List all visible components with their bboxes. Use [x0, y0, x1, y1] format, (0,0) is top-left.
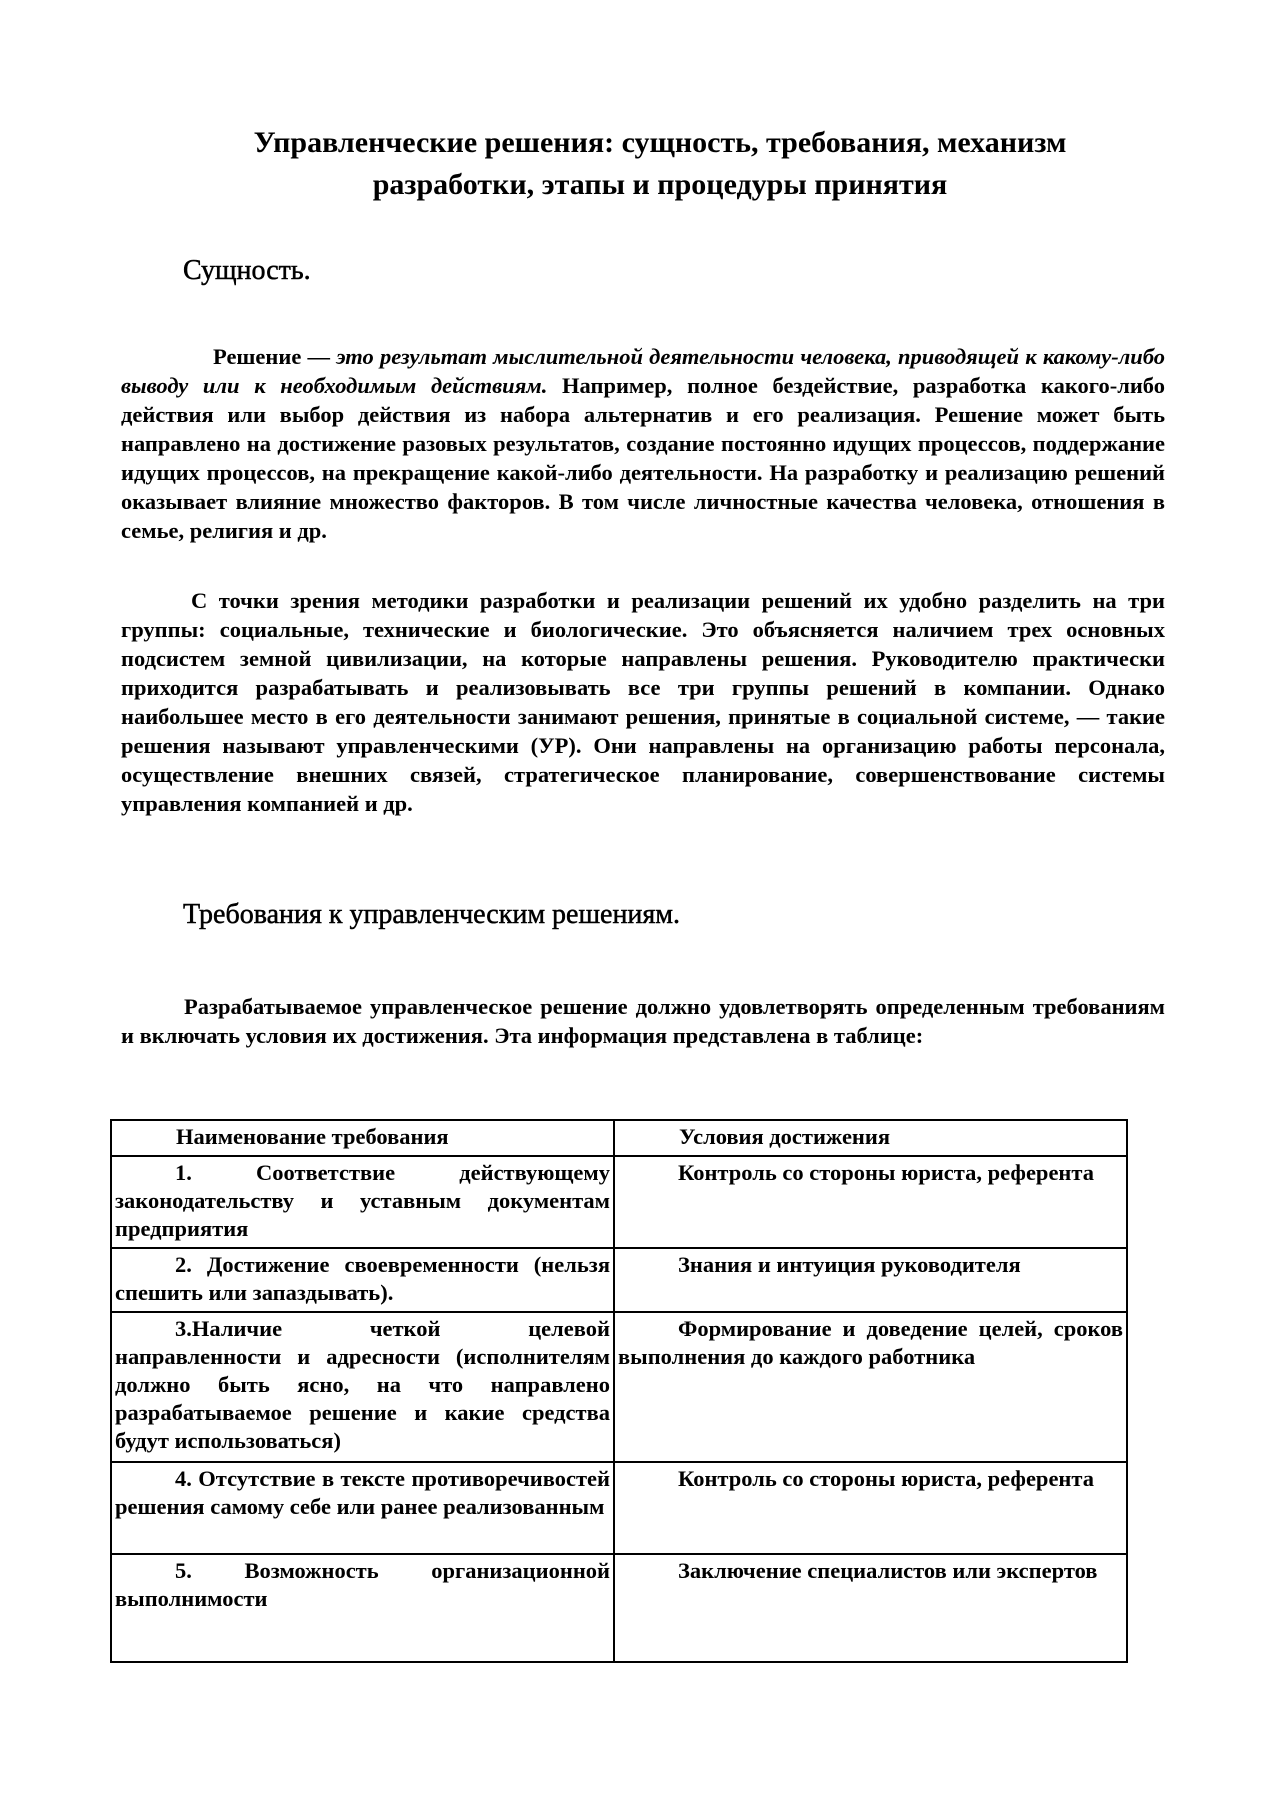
condition-text: Контроль со стороны юриста, референта — [678, 1160, 1094, 1185]
table-cell-condition — [614, 1248, 1127, 1312]
requirement-text: 2. Достижение своевременности (нельзя спешить или запаздывать). — [115, 1252, 610, 1305]
table-header-condition: Условия достижения — [614, 1120, 1127, 1156]
requirement-text: 3.Наличие четкой целевой направленности и адресности (исполнителям должно быть ясно, на что направлено разрабатываемое решение и какие средства будут использоваться) — [115, 1316, 610, 1453]
table-header-row — [111, 1120, 1127, 1156]
table-row — [111, 1312, 1127, 1462]
table-cell-condition — [614, 1156, 1127, 1248]
condition-text: Заключение специалистов или экспертов — [678, 1558, 1098, 1583]
table-row — [111, 1156, 1127, 1248]
paragraph-decision-groups-text: С точки зрения методики разработки и реализации решений их удобно разделить на три группы: социальные, технические и биологические. Это объясняется наличием трех основных подсистем земной цивилизации, на которые направлены решения. Руководителю практически приходится разрабатывать и реализовывать все три группы решений в компании. Однако наибольшее место в его деятельности занимают решения, принятые в социальной системе, — такие решения называют управленческими (УР). Они направлены на организацию работы персонала, осуществление внешних связей, стратегическое планирование, совершенствование системы управления компанией и др. — [121, 588, 1165, 816]
requirement-text: 4. Отсутствие в тексте противоречивостей решения самому себе или ранее реализованным — [115, 1466, 610, 1519]
section-heading-essence: Сущность. — [183, 255, 311, 286]
title-line-1: Управленческие решения: сущность, требования, механизм — [253, 126, 1067, 159]
table-cell-requirement — [111, 1312, 614, 1462]
condition-text: Формирование и доведение целей, сроков выполнения до каждого работника — [618, 1316, 1123, 1369]
paragraph-requirements-intro — [121, 992, 1165, 1050]
condition-text: Знания и интуиция руководителя — [678, 1252, 1021, 1277]
condition-text: Контроль со стороны юриста, референта — [678, 1466, 1094, 1491]
definition-term: Решение — — [213, 344, 337, 369]
paragraph-decision-groups — [121, 586, 1165, 818]
requirement-text: 5. Возможность организационной выполнимости — [115, 1558, 610, 1611]
table-cell-requirement — [111, 1554, 614, 1662]
table-cell-condition — [614, 1462, 1127, 1554]
requirement-text: 1. Соответствие действующему законодательству и уставным документам предприятия — [115, 1160, 610, 1241]
definition-text: это результат мыслительной деятельности человека, приводящей к какому-либо выводу или к необходимым действиям. — [121, 344, 1165, 398]
document-title — [180, 122, 1140, 206]
table-row — [111, 1462, 1127, 1554]
table-cell-condition — [614, 1312, 1127, 1462]
table-row — [111, 1554, 1127, 1662]
paragraph-requirements-intro-text: Разрабатываемое управленческое решение должно удовлетворять определенным требованиям и включать условия их достижения. Эта информация представлена в таблице: — [121, 994, 1165, 1048]
table-cell-requirement — [111, 1248, 614, 1312]
table-header-requirement: Наименование требования — [111, 1120, 614, 1156]
paragraph-definition — [121, 342, 1165, 545]
table-cell-requirement — [111, 1156, 614, 1248]
section-heading-requirements: Требования к управленческим решениям. — [183, 899, 681, 930]
requirements-table — [110, 1119, 1128, 1663]
table-cell-requirement — [111, 1462, 614, 1554]
table-row — [111, 1248, 1127, 1312]
title-line-2: разработки, этапы и процедуры принятия — [372, 168, 948, 201]
definition-rest: Например, полное бездействие, разработка какого-либо действия или выбор действия из набора альтернатив и его реализация. Решение может быть направлено на достижение разовых результатов, создание постоянно идущих процессов, поддержание идущих процессов, на прекращение какой-либо деятельности. На разработку и реализацию решений оказывает влияние множество факторов. В том числе личностные качества человека, отношения в семье, религия и др. — [121, 373, 1165, 543]
table-cell-condition — [614, 1554, 1127, 1662]
